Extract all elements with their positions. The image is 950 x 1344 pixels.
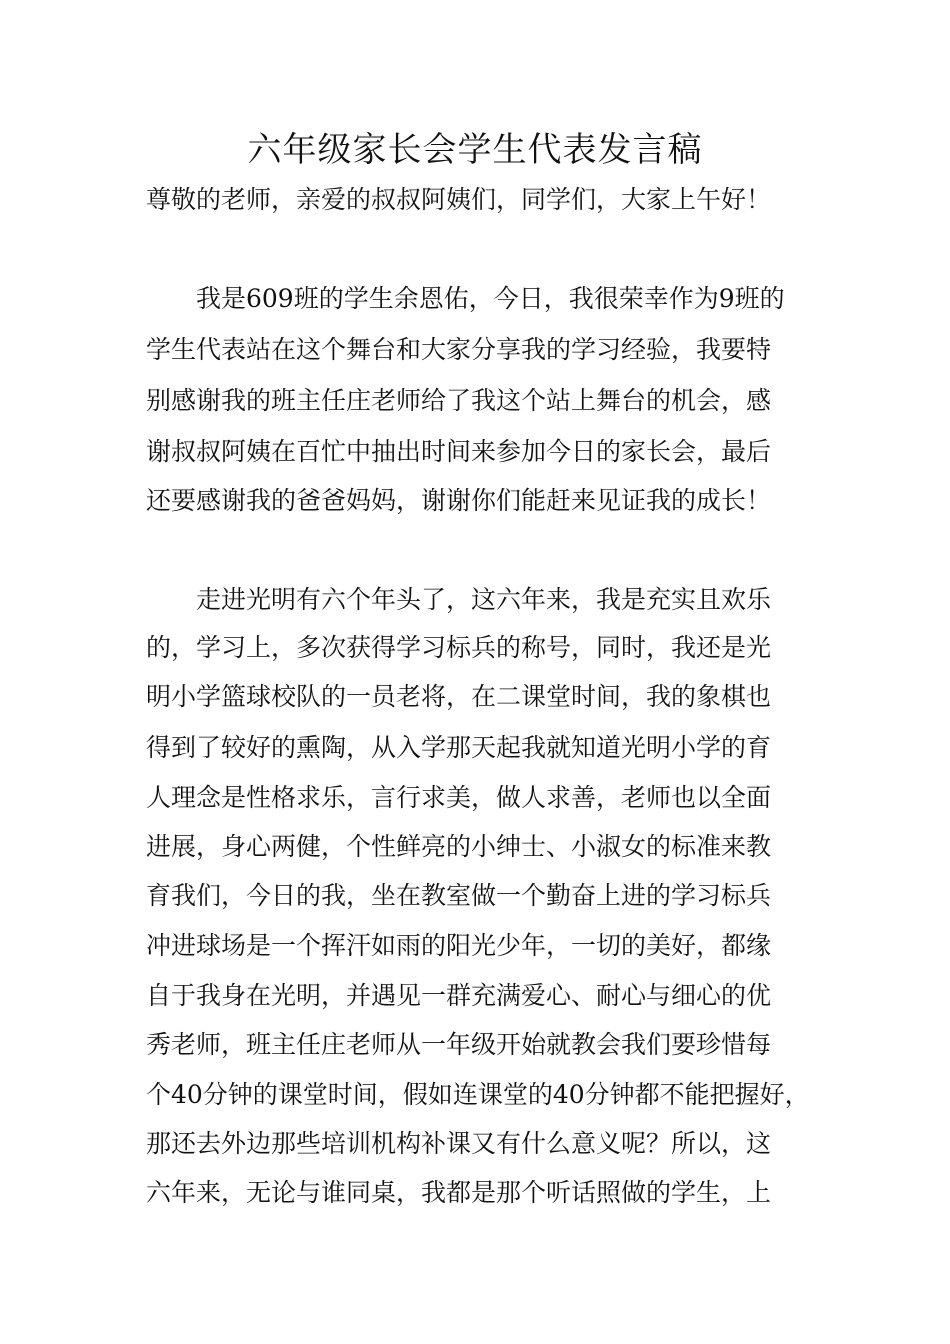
paragraph-line: 别感谢我的班主任庄老师给了我这个站上舞台的机会，感 [146, 386, 772, 415]
paragraph-line: 得到了较好的熏陶，从入学那天起我就知道光明小学的育 [146, 733, 772, 762]
paragraph-line: 走进光明有六个年头了，这六年来，我是充实且欢乐 [196, 585, 772, 614]
paragraph-line: 冲进球场是一个挥汗如雨的阳光少年，一切的美好，都缘 [146, 931, 772, 960]
paragraph-line: 进展，身心两健，个性鲜亮的小绅士、小淑女的标准来教 [146, 832, 772, 861]
paragraph-line: 六年来，无论与谁同桌，我都是那个听话照做的学生，上 [146, 1178, 772, 1207]
document-title: 六年级家长会学生代表发言稿 [247, 130, 703, 170]
paragraph-line: 个40分钟的课堂时间，假如连课堂的40分钟都不能把握好， [146, 1080, 810, 1109]
paragraph-line: 还要感谢我的爸爸妈妈，谢谢你们能赶来见证我的成长！ [146, 486, 772, 515]
paragraph-line: 的，学习上，多次获得学习标兵的称号，同时，我还是光 [146, 633, 772, 662]
paragraph-line: 秀老师，班主任庄老师从一年级开始就教会我们要珍惜每 [146, 1030, 772, 1059]
paragraph-line: 学生代表站在这个舞台和大家分享我的学习经验，我要特 [146, 335, 772, 364]
greeting-line: 尊敬的老师，亲爱的叔叔阿姨们，同学们，大家上午好！ [146, 185, 772, 214]
paragraph-line: 自于我身在光明，并遇见一群充满爱心、耐心与细心的优 [146, 981, 772, 1010]
paragraph-line: 人理念是性格求乐，言行求美，做人求善，老师也以全面 [146, 783, 772, 812]
paragraph-line: 我是609班的学生余恩佑，今日，我很荣幸作为9班的 [196, 284, 785, 313]
paragraph-line: 谢叔叔阿姨在百忙中抽出时间来参加今日的家长会，最后 [146, 437, 772, 466]
paragraph-line: 育我们，今日的我，坐在教室做一个勤奋上进的学习标兵 [146, 881, 772, 910]
paragraph-line: 那还去外边那些培训机构补课又有什么意义呢？所以，这 [146, 1129, 772, 1158]
paragraph-line: 明小学篮球校队的一员老将，在二课堂时间，我的象棋也 [146, 682, 772, 711]
